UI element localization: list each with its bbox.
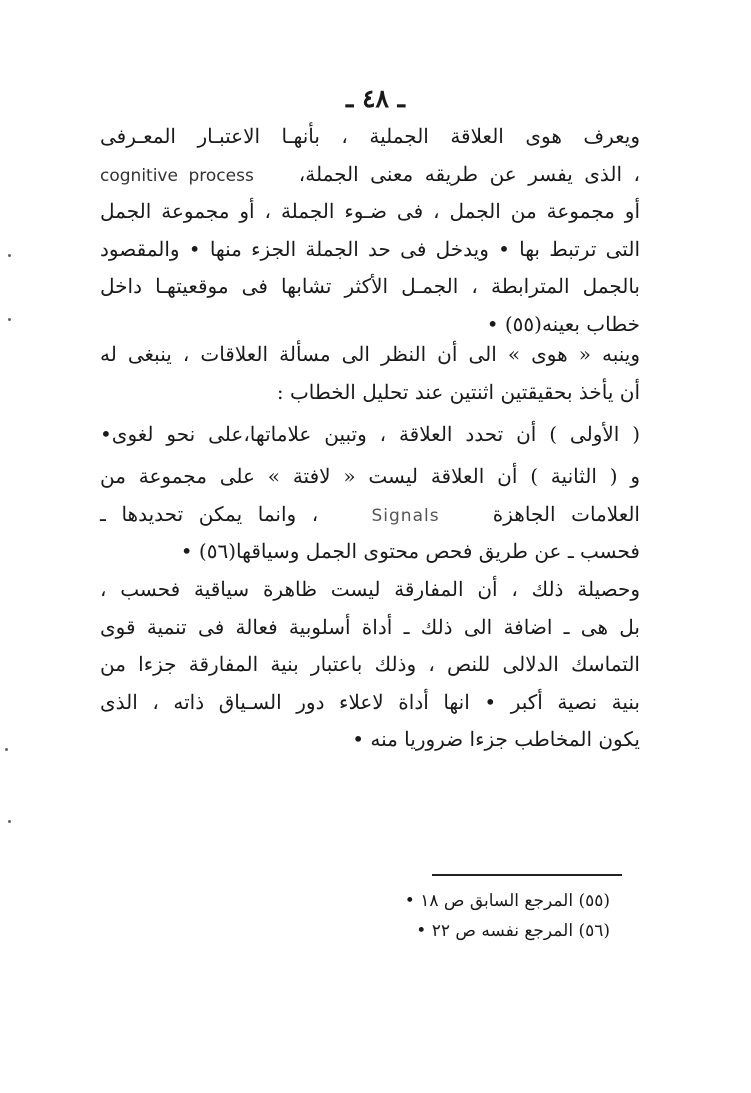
text-line: ( الأولى ) أن تحدد العلاقة ، وتبين علاماتها،على نحو لغوى• [100, 422, 640, 446]
text-line: بل هى ـ اضافة الى ذلك ـ أداة أسلوبية فعالة فى تنمية قوى [100, 614, 640, 639]
paragraph-conclusion [100, 571, 640, 759]
scan-speck [8, 254, 11, 257]
scan-speck [8, 820, 11, 823]
footnotes [360, 886, 610, 946]
english-term: Signals [371, 505, 440, 526]
text-line: أو مجموعة من الجمل ، فى ضـوء الجملة ، أو مجموعة الجمل [100, 199, 640, 223]
text-line: بالجمل المترابطة ، الجمـل الأكثر تشابها فى موقعيتهـا داخل [100, 274, 640, 298]
text-segment: العلامات الجاهزة [492, 501, 640, 526]
scan-speck [8, 318, 11, 321]
paragraph-second-truth [100, 458, 640, 571]
text-line: خطاب بعينه(٥٥) • [486, 311, 640, 336]
paragraph-first-truth [100, 416, 640, 454]
footnote-55: (٥٥) المرجع السابق ص ١٨ • [404, 891, 610, 911]
text-line: ويعرف هوى العلاقة الجملية ، بأنهـا الاعتبـار المعـرفى [100, 124, 640, 148]
paragraph-two-truths [100, 336, 640, 411]
text-line: بنية نصية أكبر • انها أداة لاعلاء دور السـياق ذاته ، الذى [100, 689, 640, 714]
text-segment: ، الذى يفسر عن طريقه معنى الجملة، [298, 161, 640, 186]
text-line: التى ترتبط بها • ويدخل فى حد الجملة الجزء منها • والمقصود [100, 236, 640, 261]
footnote-divider [432, 874, 622, 876]
footnote-56: (٥٦) المرجع نفسه ص ٢٢ • [416, 921, 610, 941]
text-line: وينبه « هوى » الى أن النظر الى مسألة العلاقات ، ينبغى له [100, 342, 640, 366]
english-term: cognitive process [100, 165, 254, 186]
text-line-with-term [100, 156, 640, 194]
text-line: فحسب ـ عن طريق فحص محتوى الجمل وسياقها(٥٦) • [180, 539, 640, 563]
text-line: يكون المخاطب جزءا ضروريا منه • [352, 727, 640, 751]
text-segment: ، وانما يمكن تحديدها ـ [100, 501, 319, 526]
page-number: ـ ٤٨ ـ [346, 84, 405, 113]
text-line-with-term [100, 496, 640, 534]
text-line: و ( الثانية ) أن العلاقة ليست « لافتة » على مجموعة من [100, 464, 640, 488]
scan-speck [5, 748, 8, 751]
text-line: أن يأخذ بحقيقتين اثنتين عند تحليل الخطاب : [276, 379, 640, 404]
text-line: التماسك الدلالى للنص ، وذلك باعتبار بنية المفارقة جزءا من [100, 652, 640, 676]
paragraph-definition [100, 118, 640, 343]
text-line: وحصيلة ذلك ، أن المفارقة ليست ظاهرة سياقية فحسب ، [100, 577, 640, 601]
